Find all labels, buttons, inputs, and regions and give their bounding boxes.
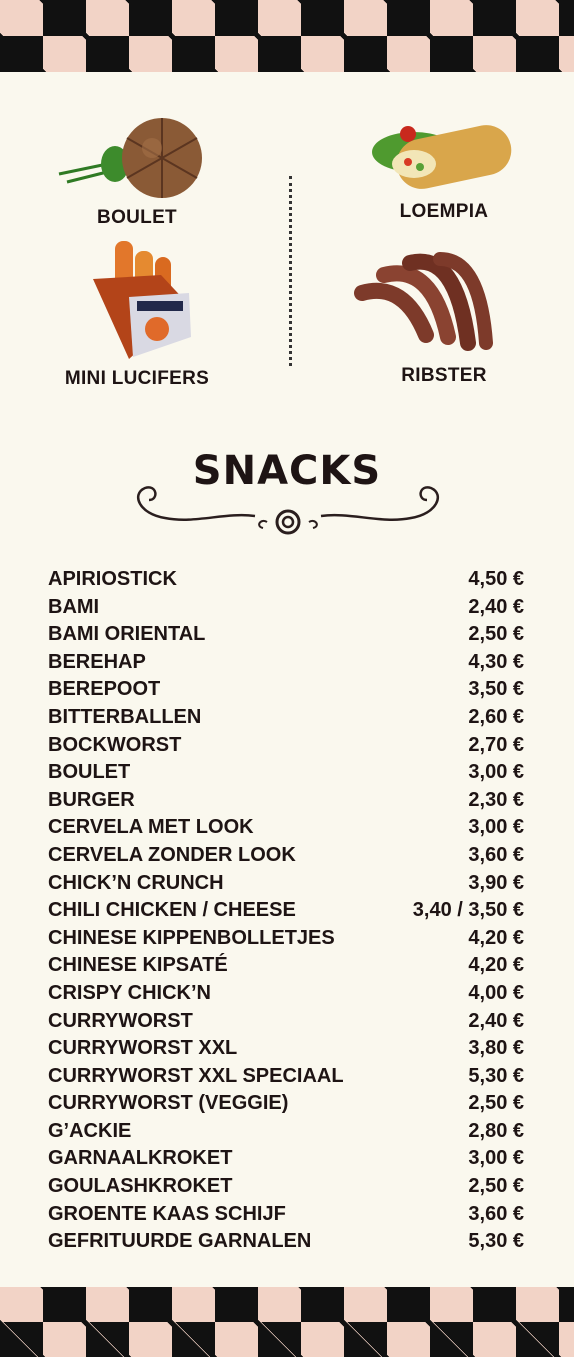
featured-label: MINI LUCIFERS — [64, 368, 210, 389]
featured-loempia — [344, 112, 544, 223]
featured-ribster — [344, 245, 544, 387]
flourish-ornament — [125, 478, 451, 538]
featured-label: LOEMPIA — [399, 201, 489, 222]
item-name: CERVELA MET LOOK — [48, 816, 254, 839]
item-price: 3,80 € — [468, 1037, 524, 1060]
item-name: APIRIOSTICK — [48, 568, 177, 590]
item-price: 3,50 € — [468, 678, 524, 701]
item-price: 3,90 € — [468, 871, 524, 894]
boulet-image — [57, 112, 217, 202]
menu-row — [48, 980, 524, 1008]
item-price: 3,60 € — [468, 843, 524, 866]
item-name: G’ACKIE — [48, 1119, 132, 1142]
featured-mini-lucifers — [37, 235, 237, 390]
item-price: 2,50 € — [468, 623, 524, 646]
item-name: GEFRITUURDE GARNALEN — [48, 1230, 312, 1253]
menu-row — [48, 1090, 524, 1118]
menu-row — [48, 732, 524, 760]
item-price: 2,40 € — [468, 1009, 524, 1032]
menu-row — [48, 1063, 524, 1091]
item-price: 2,60 € — [468, 705, 524, 728]
menu-row — [48, 787, 524, 815]
item-name: CURRYWORST XXL — [48, 1037, 238, 1060]
item-name: BEREPOOT — [48, 678, 161, 701]
menu-row — [48, 1201, 524, 1229]
checker-border-top — [0, 0, 574, 72]
item-price: 5,30 € — [468, 1064, 524, 1087]
item-name: BEREHAP — [48, 650, 146, 673]
item-price: 2,80 € — [468, 1119, 524, 1142]
menu-row — [48, 594, 524, 622]
menu-row — [48, 870, 524, 898]
loempia-image — [344, 112, 544, 196]
item-price: 2,40 € — [468, 595, 524, 618]
menu-row — [48, 759, 524, 787]
menu-row — [48, 1145, 524, 1173]
item-name: GARNAALKROKET — [48, 1147, 233, 1170]
item-price: 4,20 € — [468, 926, 524, 949]
item-price: 2,70 € — [468, 733, 524, 756]
featured-boulet — [37, 112, 237, 229]
item-name: CHILI CHICKEN / CHEESE — [48, 899, 296, 922]
item-name: CURRYWORST (VEGGIE) — [48, 1092, 289, 1115]
item-name: CRISPY CHICK’N — [48, 981, 211, 1004]
menu-row — [48, 1173, 524, 1201]
menu-row — [48, 566, 524, 594]
checker-border-bottom — [0, 1287, 574, 1357]
featured-divider — [289, 176, 292, 366]
item-price: 4,50 € — [468, 568, 524, 590]
item-name: CERVELA ZONDER LOOK — [48, 843, 296, 866]
item-price: 2,30 € — [468, 788, 524, 811]
menu-row — [48, 1228, 524, 1256]
item-name: BOULET — [48, 761, 131, 784]
item-price: 3,00 € — [468, 816, 524, 839]
item-name: BAMI ORIENTAL — [48, 623, 206, 646]
menu-row — [48, 704, 524, 732]
menu-row — [48, 649, 524, 677]
item-price: 3,40 / 3,50 € — [412, 899, 524, 922]
snack-list — [48, 566, 524, 1256]
item-name: GROENTE KAAS SCHIJF — [48, 1202, 286, 1225]
section-title: SNACKS — [192, 448, 382, 494]
item-name: CURRYWORST XXL SPECIAAL — [48, 1064, 344, 1087]
item-name: CHINESE KIPSATÉ — [48, 954, 228, 977]
item-name: BAMI — [48, 595, 100, 618]
item-name: CHICK’N CRUNCH — [48, 871, 224, 894]
menu-row — [48, 814, 524, 842]
item-name: BURGER — [48, 788, 135, 811]
menu-row — [48, 1035, 524, 1063]
item-price: 5,30 € — [468, 1230, 524, 1253]
menu-row — [48, 952, 524, 980]
item-price: 3,60 € — [468, 1202, 524, 1225]
item-name: BITTERBALLEN — [48, 705, 202, 728]
menu-row — [48, 842, 524, 870]
item-price: 4,00 € — [468, 981, 524, 1004]
item-price: 4,20 € — [468, 954, 524, 977]
item-price: 3,00 € — [468, 761, 524, 784]
item-name: CHINESE KIPPENBOLLETJES — [48, 926, 335, 949]
menu-row — [48, 1008, 524, 1036]
item-price: 3,00 € — [468, 1147, 524, 1170]
featured-label: RIBSTER — [401, 365, 487, 386]
item-price: 2,50 € — [468, 1092, 524, 1115]
featured-label: BOULET — [97, 207, 177, 228]
item-price: 2,50 € — [468, 1175, 524, 1198]
menu-row — [48, 621, 524, 649]
mini-lucifers-image — [37, 235, 237, 363]
menu-row — [48, 925, 524, 953]
item-name: BOCKWORST — [48, 733, 182, 756]
item-price: 4,30 € — [468, 650, 524, 673]
menu-row — [48, 1118, 524, 1146]
item-name: CURRYWORST — [48, 1009, 193, 1032]
item-name: GOULASHKROKET — [48, 1175, 233, 1198]
ribster-image — [344, 245, 544, 360]
menu-row — [48, 897, 524, 925]
menu-row — [48, 676, 524, 704]
